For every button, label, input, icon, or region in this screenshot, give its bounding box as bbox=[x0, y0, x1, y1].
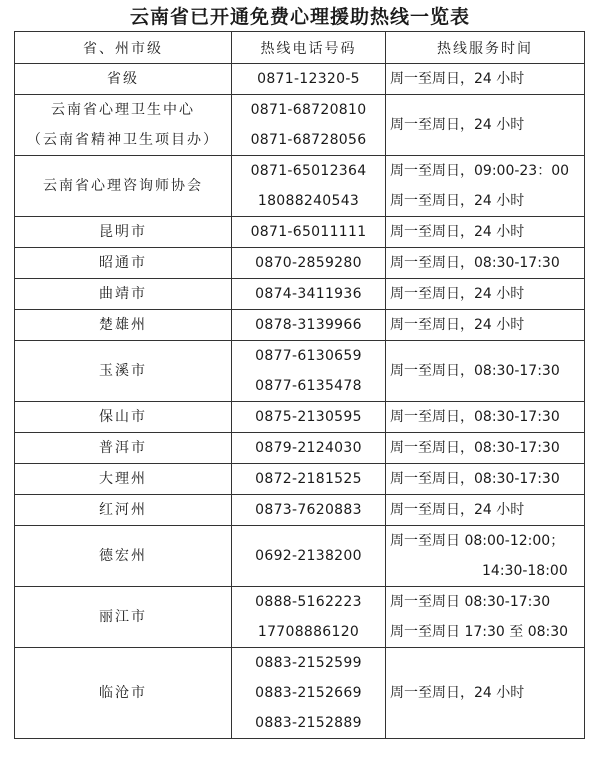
region-cell-line: 省级 bbox=[107, 71, 139, 87]
phone-cell-line: 0879-2124030 bbox=[255, 440, 362, 456]
hours-cell bbox=[386, 433, 585, 464]
region-cell-line: 昭通市 bbox=[99, 255, 147, 271]
phone-cell-line: 0871-65012364 bbox=[250, 163, 367, 179]
phone-cell-line: 0870-2859280 bbox=[255, 255, 362, 271]
hours-cell-line: 周一至周日，24 小时 bbox=[390, 317, 525, 333]
region-cell bbox=[15, 64, 232, 95]
table-row bbox=[15, 64, 585, 95]
header-level: 省、州市级 bbox=[15, 32, 232, 64]
region-cell-line: 普洱市 bbox=[99, 440, 147, 456]
table-row bbox=[15, 341, 585, 402]
region-cell bbox=[15, 587, 232, 648]
hours-cell bbox=[386, 310, 585, 341]
table-body bbox=[15, 64, 585, 739]
hours-cell-line: 周一至周日，08:30-17:30 bbox=[390, 471, 560, 487]
region-cell bbox=[15, 648, 232, 739]
hours-cell bbox=[386, 248, 585, 279]
hours-cell-line: 周一至周日，08:30-17:30 bbox=[390, 440, 560, 456]
table-header bbox=[15, 32, 585, 64]
hours-cell bbox=[386, 95, 585, 156]
phone-cell bbox=[232, 310, 386, 341]
hours-cell-line: 周一至周日，24 小时 bbox=[390, 286, 525, 302]
region-cell bbox=[15, 248, 232, 279]
hours-cell-line: 周一至周日，08:30-17:30 bbox=[390, 409, 560, 425]
phone-cell bbox=[232, 156, 386, 217]
table-row bbox=[15, 217, 585, 248]
table-row bbox=[15, 310, 585, 341]
hours-cell-line: 周一至周日，24 小时 bbox=[390, 193, 525, 209]
hours-cell-line: 周一至周日 17:30 至 08:30 bbox=[390, 624, 569, 640]
hours-cell bbox=[386, 279, 585, 310]
phone-cell bbox=[232, 248, 386, 279]
hours-cell bbox=[386, 526, 585, 587]
hours-cell-line: 周一至周日 08:30-17:30 bbox=[390, 594, 551, 610]
region-cell bbox=[15, 95, 232, 156]
phone-cell-line: 17708886120 bbox=[257, 624, 360, 640]
hours-cell bbox=[386, 587, 585, 648]
table-row bbox=[15, 248, 585, 279]
phone-cell-line: 0874-3411936 bbox=[255, 286, 362, 302]
phone-cell-line: 0883-2152889 bbox=[255, 715, 362, 731]
phone-cell bbox=[232, 648, 386, 739]
hours-cell bbox=[386, 217, 585, 248]
hours-cell-line: 周一至周日，08:30-17:30 bbox=[390, 255, 560, 271]
region-cell-line: 临沧市 bbox=[99, 685, 147, 701]
header-row bbox=[15, 32, 585, 64]
phone-cell-line: 0873-7620883 bbox=[255, 502, 362, 518]
hours-cell-line: 周一至周日，08:30-17:30 bbox=[390, 363, 560, 379]
phone-cell-line: 0888-5162223 bbox=[255, 594, 362, 610]
phone-cell-line: 18088240543 bbox=[257, 193, 360, 209]
phone-cell bbox=[232, 464, 386, 495]
region-cell bbox=[15, 464, 232, 495]
phone-cell-line: 0883-2152599 bbox=[255, 655, 362, 671]
hours-cell bbox=[386, 341, 585, 402]
region-cell bbox=[15, 217, 232, 248]
table-row bbox=[15, 526, 585, 587]
hours-cell-line: 周一至周日 08:00-12:00； bbox=[390, 533, 565, 549]
table-row bbox=[15, 495, 585, 526]
hours-cell-line: 周一至周日，09:00-23：00 bbox=[390, 163, 570, 179]
phone-cell bbox=[232, 95, 386, 156]
table-row bbox=[15, 95, 585, 156]
phone-cell-line: 0877-6130659 bbox=[255, 348, 362, 364]
hours-cell-line: 周一至周日，24 小时 bbox=[390, 71, 525, 87]
hotline-table bbox=[14, 31, 585, 739]
region-cell bbox=[15, 526, 232, 587]
phone-cell-line: 0871-12320-5 bbox=[257, 71, 360, 87]
phone-cell bbox=[232, 279, 386, 310]
hours-cell bbox=[386, 648, 585, 739]
region-cell bbox=[15, 156, 232, 217]
region-cell bbox=[15, 279, 232, 310]
phone-cell bbox=[232, 402, 386, 433]
phone-cell-line: 0871-65011111 bbox=[250, 224, 367, 240]
phone-cell-line: 0877-6135478 bbox=[255, 378, 362, 394]
hours-cell-line: 14:30-18:00 bbox=[482, 563, 568, 579]
phone-cell bbox=[232, 341, 386, 402]
phone-cell bbox=[232, 495, 386, 526]
region-cell bbox=[15, 402, 232, 433]
phone-cell bbox=[232, 433, 386, 464]
hours-cell bbox=[386, 156, 585, 217]
region-cell-line: 保山市 bbox=[99, 409, 147, 425]
hours-cell-line: 周一至周日，24 小时 bbox=[390, 224, 525, 240]
table-row bbox=[15, 402, 585, 433]
region-cell bbox=[15, 433, 232, 464]
hours-cell-line: 周一至周日，24 小时 bbox=[390, 117, 525, 133]
table-row bbox=[15, 587, 585, 648]
phone-cell-line: 0692-2138200 bbox=[255, 548, 362, 564]
phone-cell bbox=[232, 587, 386, 648]
table-row bbox=[15, 156, 585, 217]
table-row bbox=[15, 648, 585, 739]
phone-cell-line: 0872-2181525 bbox=[255, 471, 362, 487]
phone-cell-line: 0878-3139966 bbox=[255, 317, 362, 333]
phone-cell-line: 0871-68728056 bbox=[250, 132, 367, 148]
region-cell bbox=[15, 495, 232, 526]
region-cell-line: 云南省心理咨询师协会 bbox=[43, 178, 203, 194]
region-cell bbox=[15, 310, 232, 341]
region-cell-line: 云南省心理卫生中心 bbox=[51, 102, 195, 118]
region-cell-line: （云南省精神卫生项目办） bbox=[27, 132, 219, 148]
hours-cell-line: 周一至周日，24 小时 bbox=[390, 502, 525, 518]
phone-cell bbox=[232, 64, 386, 95]
region-cell-line: 楚雄州 bbox=[99, 317, 147, 333]
phone-cell-line: 0875-2130595 bbox=[255, 409, 362, 425]
hours-cell bbox=[386, 464, 585, 495]
header-phone: 热线电话号码 bbox=[232, 32, 386, 64]
phone-cell-line: 0883-2152669 bbox=[255, 685, 362, 701]
region-cell-line: 昆明市 bbox=[99, 224, 147, 240]
region-cell-line: 玉溪市 bbox=[99, 363, 147, 379]
phone-cell-line: 0871-68720810 bbox=[250, 102, 367, 118]
header-hours: 热线服务时间 bbox=[386, 32, 585, 64]
phone-cell bbox=[232, 526, 386, 587]
region-cell-line: 丽江市 bbox=[99, 609, 147, 625]
table-row bbox=[15, 279, 585, 310]
hours-cell bbox=[386, 64, 585, 95]
hours-cell-line: 周一至周日，24 小时 bbox=[390, 685, 525, 701]
document-title: 云南省已开通免费心理援助热线一览表 bbox=[129, 6, 470, 28]
hours-cell bbox=[386, 402, 585, 433]
hours-cell bbox=[386, 495, 585, 526]
region-cell-line: 大理州 bbox=[99, 471, 147, 487]
table-row bbox=[15, 464, 585, 495]
phone-cell bbox=[232, 217, 386, 248]
table-row bbox=[15, 433, 585, 464]
region-cell-line: 曲靖市 bbox=[99, 286, 147, 302]
region-cell bbox=[15, 341, 232, 402]
region-cell-line: 红河州 bbox=[99, 502, 147, 518]
region-cell-line: 德宏州 bbox=[99, 548, 147, 564]
